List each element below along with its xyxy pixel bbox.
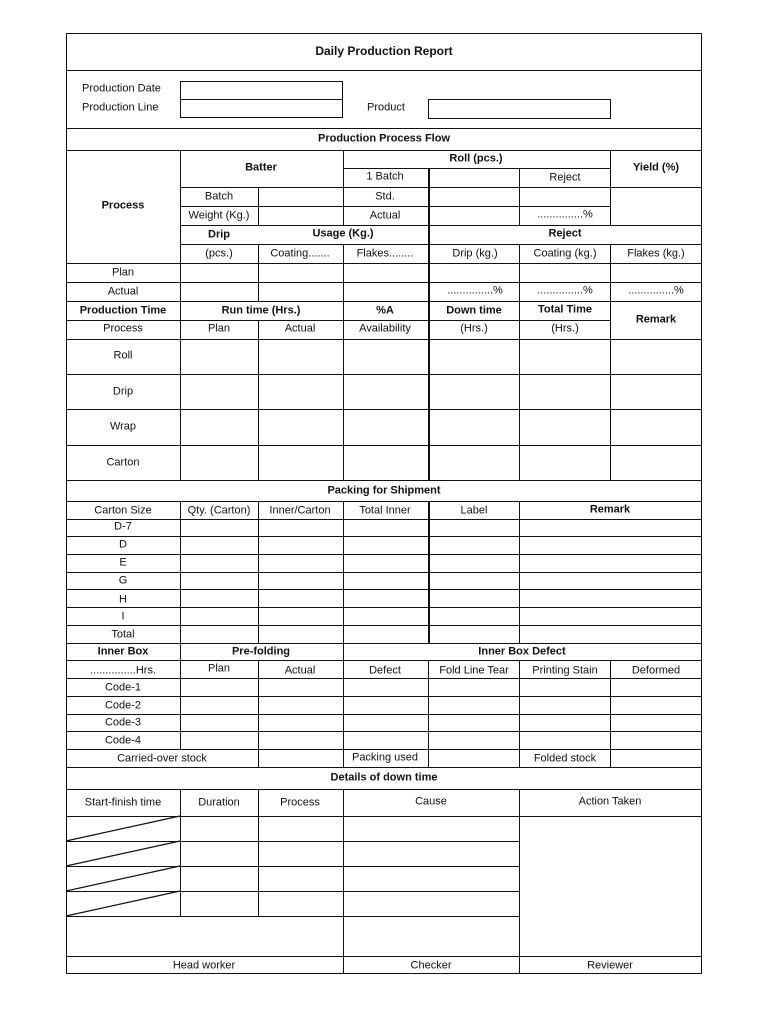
packing-used-label: Packing used <box>351 751 419 764</box>
percent-a-header: %A <box>376 304 394 317</box>
head-worker-label: Head worker <box>172 959 236 972</box>
packing-col-total-inner: Total Inner <box>359 504 411 517</box>
carton-size-h: H <box>119 593 127 606</box>
flakes-percent-blank: ...............% <box>628 284 684 297</box>
carton-size-g: G <box>118 574 128 587</box>
production-date-label: Production Date <box>82 82 161 95</box>
drip-kg-label: Drip (kg.) <box>452 247 498 260</box>
batch-label: Batch <box>204 190 234 203</box>
reject-header: Reject <box>548 227 582 240</box>
code-2-label: Code-2 <box>104 699 142 712</box>
downtime-col-duration: Duration <box>198 796 240 809</box>
deformed-label: Deformed <box>631 664 681 677</box>
one-batch-label: 1 Batch <box>366 170 404 183</box>
downtime-col-action-taken: Action Taken <box>578 795 642 808</box>
coating-percent-blank: ...............% <box>537 284 593 297</box>
batter-header: Batter <box>245 161 277 174</box>
hrs-blank: ...............Hrs. <box>89 664 157 677</box>
checker-label: Checker <box>410 959 452 972</box>
process-row-drip: Drip <box>112 385 134 398</box>
roll-header: Roll (pcs.) <box>449 152 503 165</box>
printing-stain-label: Printing Stain <box>532 664 598 677</box>
coating-label: Coating....... <box>270 247 330 260</box>
defect-label: Defect <box>369 664 401 677</box>
packing-col-remark: Remark <box>589 503 631 516</box>
total-time-hrs: (Hrs.) <box>551 322 579 335</box>
production-time-header: Production Time <box>79 304 167 317</box>
production-line-label: Production Line <box>82 101 159 114</box>
code-1-label: Code-1 <box>104 681 142 694</box>
flakes-label: Flakes........ <box>356 247 414 260</box>
downtime-col-start-finish: Start-finish time <box>84 796 162 809</box>
production-date-field[interactable] <box>180 81 343 100</box>
process-row-carton: Carton <box>106 456 140 469</box>
packing-col-inner-carton: Inner/Carton <box>269 504 331 517</box>
down-time-header: Down time <box>446 304 502 317</box>
drip-percent-blank: ...............% <box>447 284 503 297</box>
down-time-hrs: (Hrs.) <box>460 322 488 335</box>
code-3-label: Code-3 <box>104 716 142 729</box>
carton-size-d: D <box>119 538 127 551</box>
weight-label: Weight (Kg.) <box>188 209 250 222</box>
process-row-wrap: Wrap <box>109 420 137 433</box>
yield-header: Yield (%) <box>632 161 680 174</box>
reviewer-label: Reviewer <box>587 959 633 972</box>
flakes-kg-label: Flakes (kg.) <box>627 247 685 260</box>
product-label: Product <box>367 101 405 114</box>
packing-col-carton-size: Carton Size <box>94 504 152 517</box>
coating-kg-label: Coating (kg.) <box>533 247 597 260</box>
downtime-col-cause: Cause <box>415 795 447 808</box>
inner-box-header: Inner Box <box>97 645 149 658</box>
downtime-col-process: Process <box>280 796 320 809</box>
carton-size-d7: D-7 <box>114 520 132 533</box>
prefold-plan-label: Plan <box>207 662 231 675</box>
reject-percent-blank: ...............% <box>537 208 593 221</box>
packing-col-qty: Qty. (Carton) <box>187 504 251 517</box>
run-time-header: Run time (Hrs.) <box>221 304 301 317</box>
inner-box-defect-header: Inner Box Defect <box>478 645 566 658</box>
usage-header: Usage (Kg.) <box>312 227 374 240</box>
report-title: Daily Production Report <box>315 44 453 58</box>
drip-header: Drip <box>208 228 230 241</box>
prefolding-header: Pre-folding <box>231 645 291 658</box>
availability-subheader: Availability <box>359 322 411 335</box>
prefold-actual-label: Actual <box>284 664 316 677</box>
carton-size-i: I <box>121 610 125 623</box>
plan-subheader: Plan <box>207 322 231 335</box>
process-subheader: Process <box>103 322 143 335</box>
actual-row-label: Actual <box>107 285 139 298</box>
section-title-packing: Packing for Shipment <box>327 484 441 497</box>
product-field[interactable] <box>428 99 611 119</box>
plan-row-label: Plan <box>111 266 135 279</box>
production-line-field[interactable] <box>180 99 343 118</box>
carton-size-total: Total <box>111 628 135 641</box>
section-title-process-flow: Production Process Flow <box>317 132 451 145</box>
reject-label: Reject <box>549 171 581 184</box>
pcs-label: (pcs.) <box>205 247 233 260</box>
process-row-roll: Roll <box>113 349 133 362</box>
folded-stock-label: Folded stock <box>533 752 597 765</box>
carried-over-stock-label: Carried-over stock <box>117 752 207 765</box>
fold-line-tear-label: Fold Line Tear <box>439 664 509 677</box>
section-title-downtime: Details of down time <box>330 771 438 784</box>
carton-size-e: E <box>119 556 127 569</box>
std-label: Std. <box>375 190 395 203</box>
code-4-label: Code-4 <box>104 734 142 747</box>
remark-header: Remark <box>635 313 677 326</box>
actual-label: Actual <box>369 209 401 222</box>
total-time-header: Total Time <box>538 303 592 316</box>
process-header: Process <box>101 199 145 212</box>
packing-col-label: Label <box>460 504 488 517</box>
actual-subheader: Actual <box>284 322 316 335</box>
